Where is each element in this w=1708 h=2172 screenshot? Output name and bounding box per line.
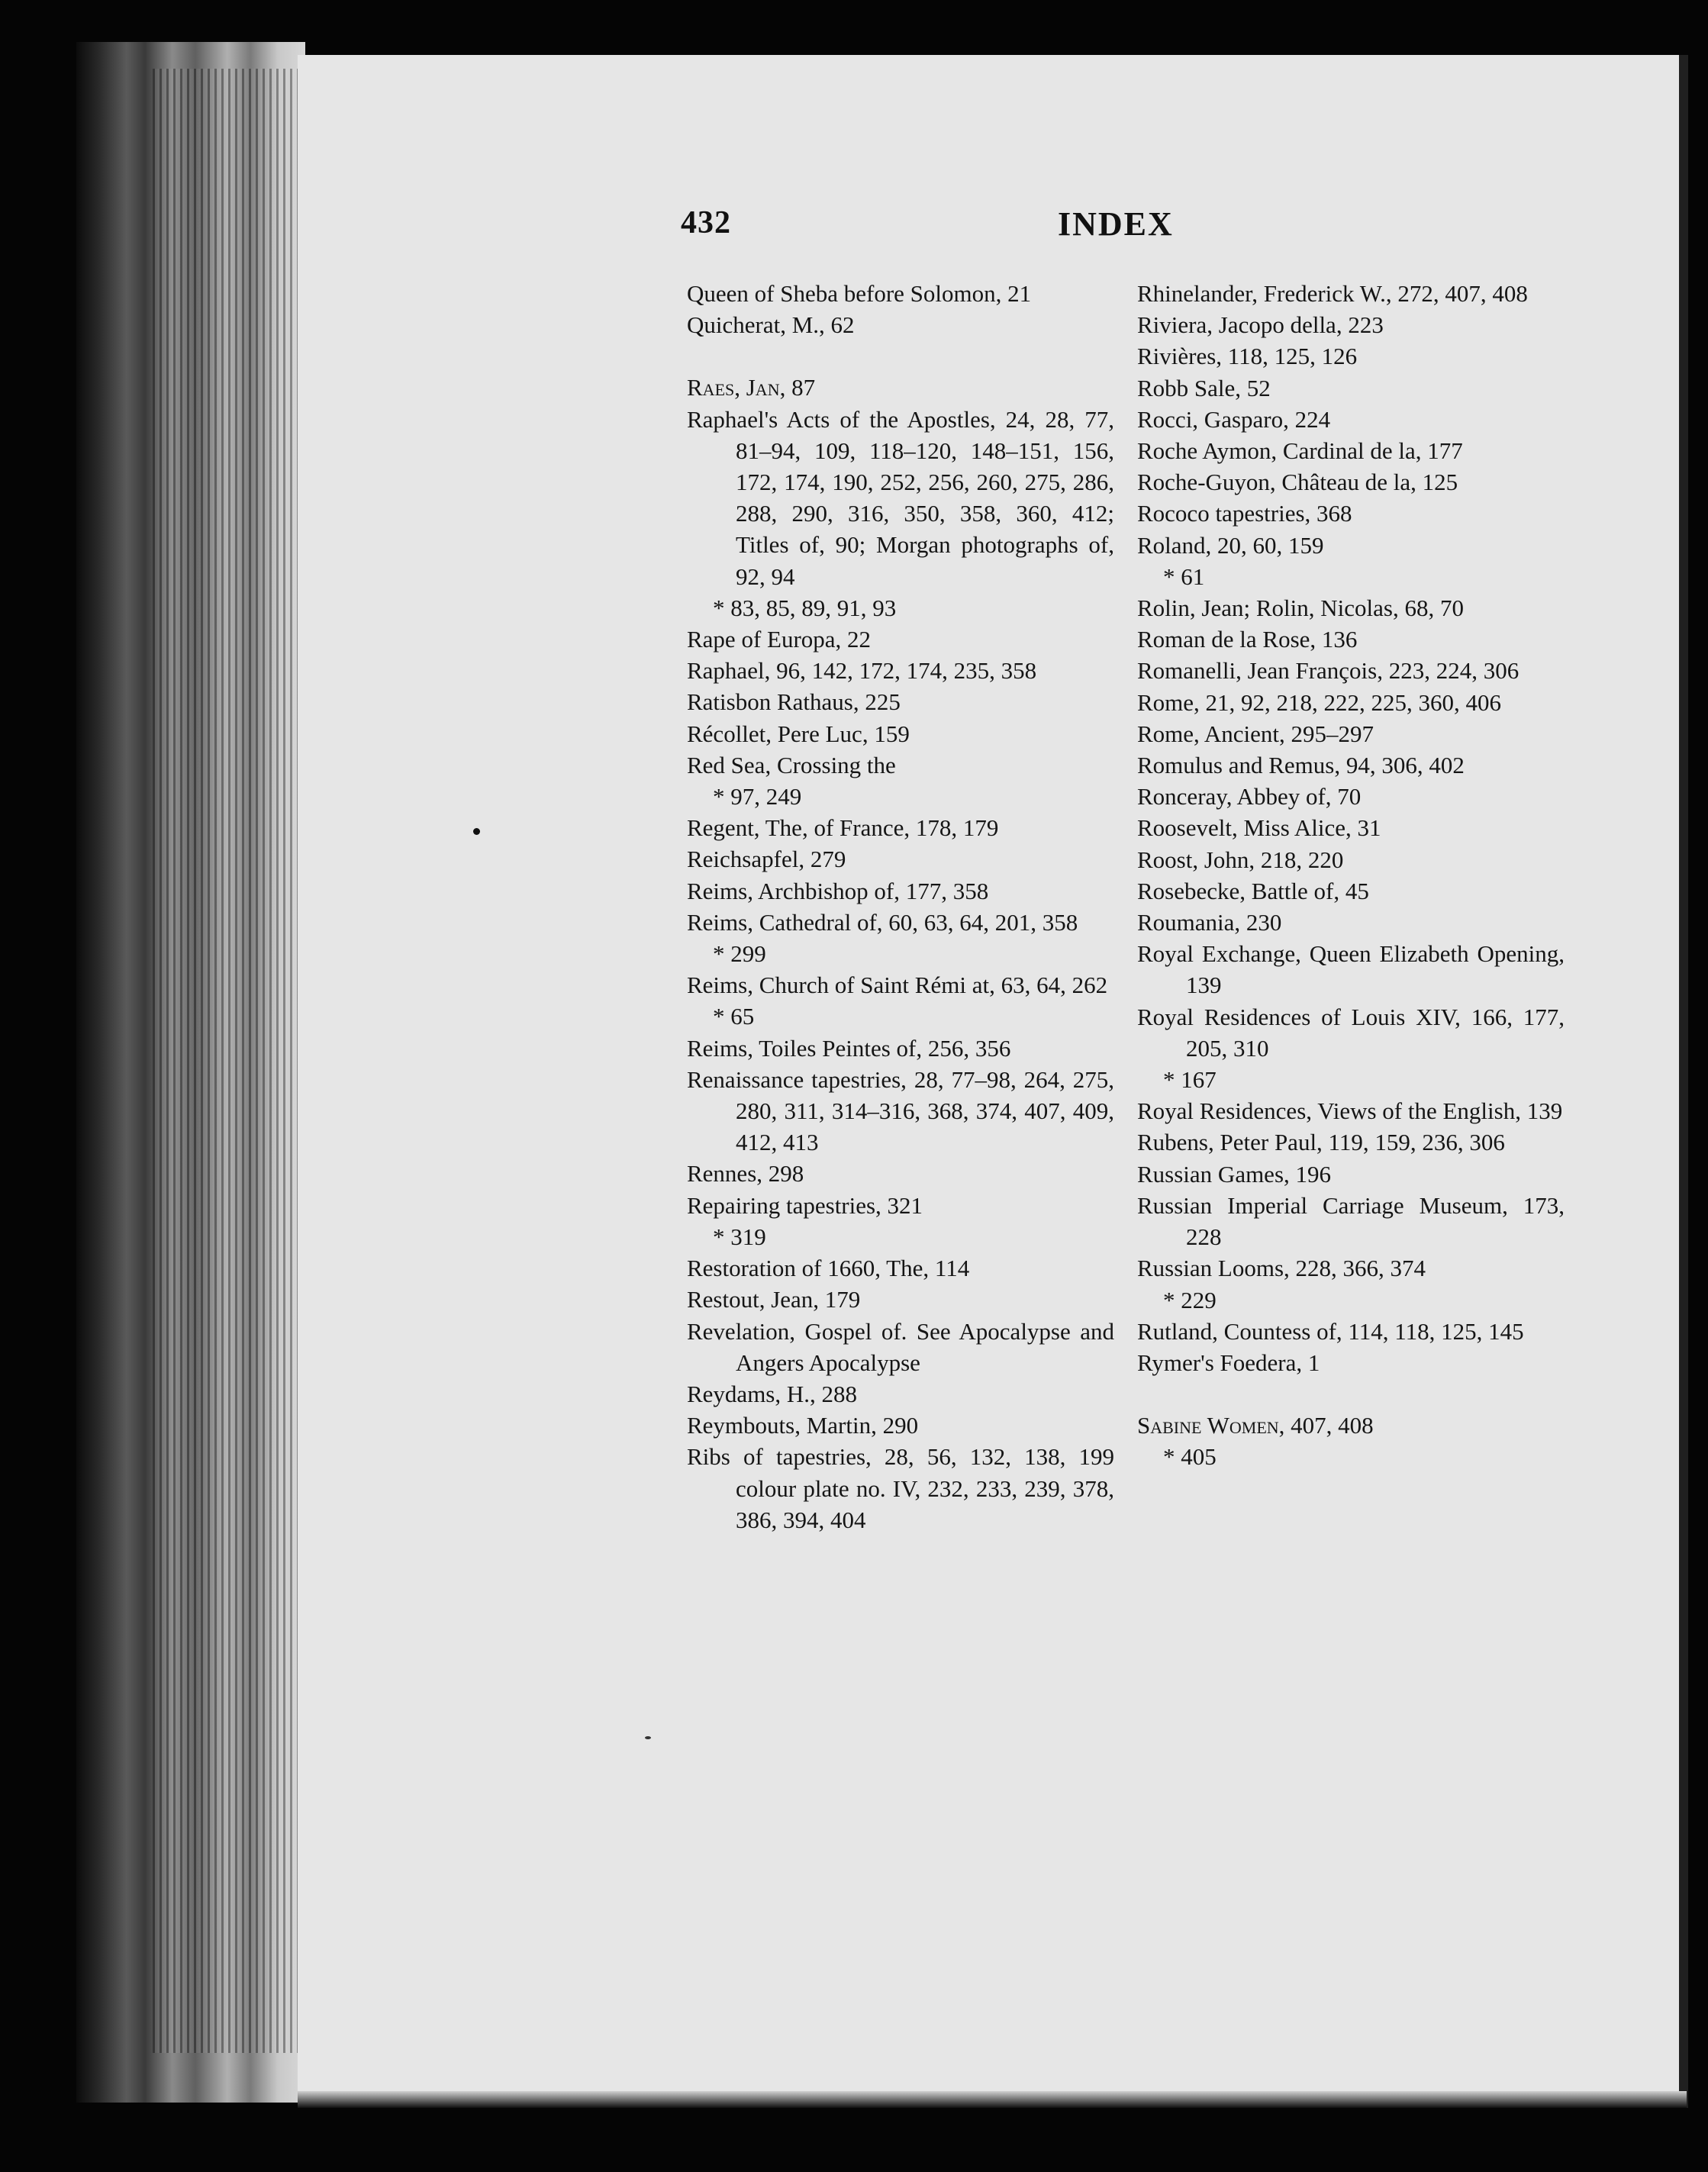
index-entry: Ronceray, Abbey of, 70 xyxy=(1137,783,1362,810)
index-column-left xyxy=(687,278,1114,1536)
index-entry: Roche Aymon, Cardinal de la, 177 xyxy=(1137,437,1463,465)
page-number: 432 xyxy=(681,205,731,240)
index-entry: Rome, 21, 92, 218, 222, 225, 360, 406 xyxy=(1137,688,1502,716)
index-illustration-ref: * 61 xyxy=(1163,562,1205,590)
index-illustration-ref: * 299 xyxy=(713,940,766,968)
index-entry: Reims, Cathedral of, 60, 63, 64, 201, 358 xyxy=(687,908,1078,936)
index-entry: Regent, The, of France, 178, 179 xyxy=(687,814,999,842)
index-entry: Roosevelt, Miss Alice, 31 xyxy=(1137,814,1381,842)
index-entry: Raphael's Acts of the Apostles, 24, 28, 77, 81–94, 109, 118–120, 148–151, 156, 172, 174, 190, 252, 256, 260, 275, 286, 288, 290, 316, 350, 358, 360, 412; Titles of, 90; Morgan photographs of, 92, 94 xyxy=(687,405,1114,590)
index-entry: Rymer's Foedera, 1 xyxy=(1137,1349,1320,1376)
index-entry: Reichsapfel, 279 xyxy=(687,846,846,873)
index-entry: Roumania, 230 xyxy=(1137,909,1282,936)
index-column-right xyxy=(1137,278,1565,1473)
index-entry: Queen of Sheba before Solomon, 21 xyxy=(687,280,1032,307)
section-gap xyxy=(687,340,1114,372)
index-entry: Rape of Europa, 22 xyxy=(687,626,872,653)
index-entry: Royal Residences of Louis XIV, 166, 177, 205, 310 xyxy=(1137,1003,1565,1062)
index-entry: Royal Exchange, Queen Elizabeth Opening, 139 xyxy=(1137,940,1565,999)
index-entry: Rococo tapestries, 368 xyxy=(1137,500,1352,527)
page-right-edge xyxy=(1679,55,1688,2108)
index-entry: Russian Looms, 228, 366, 374 xyxy=(1137,1255,1426,1282)
index-entry: Reims, Toiles Peintes of, 256, 356 xyxy=(687,1034,1011,1062)
index-illustration-ref: * 319 xyxy=(713,1223,766,1250)
index-entry: Repairing tapestries, 321 xyxy=(687,1191,923,1219)
paper-speck xyxy=(473,828,480,835)
index-entry: Roost, John, 218, 220 xyxy=(1137,846,1344,873)
index-illustration-ref: * 405 xyxy=(1163,1443,1217,1471)
index-entry: Renaissance tapestries, 28, 77–98, 264, 275, 280, 311, 314–316, 368, 374, 407, 409, 412, 413 xyxy=(687,1065,1114,1156)
index-entry: Ratisbon Rathaus, 225 xyxy=(687,688,901,716)
index-entry: Reims, Church of Saint Rémi at, 63, 64, 262 xyxy=(687,972,1108,999)
index-entry: Rubens, Peter Paul, 119, 159, 236, 306 xyxy=(1137,1129,1505,1156)
index-entry: Rolin, Jean; Rolin, Nicolas, 68, 70 xyxy=(1137,595,1464,622)
index-entry: Sabine Women, 407, 408 xyxy=(1137,1412,1374,1439)
index-entry: Riviera, Jacopo della, 223 xyxy=(1137,311,1384,339)
index-entry: Restout, Jean, 179 xyxy=(687,1286,861,1313)
running-head-title: INDEX xyxy=(1058,205,1174,243)
index-entry: Russian Games, 196 xyxy=(1137,1160,1332,1188)
index-illustration-ref: * 167 xyxy=(1163,1066,1217,1094)
index-entry: Rutland, Countess of, 114, 118, 125, 145 xyxy=(1137,1317,1524,1345)
index-entry: Robb Sale, 52 xyxy=(1137,374,1271,401)
index-entry: Rennes, 298 xyxy=(687,1160,804,1188)
index-illustration-ref: * 65 xyxy=(713,1003,755,1030)
index-entry: Rome, Ancient, 295–297 xyxy=(1137,720,1374,747)
section-gap xyxy=(1137,1378,1565,1410)
index-entry: Revelation, Gospel of. See Apocalypse and Angers Apocalypse xyxy=(687,1317,1114,1376)
index-entry: Raes, Jan, 87 xyxy=(687,374,816,401)
index-illustration-ref: * 83, 85, 89, 91, 93 xyxy=(713,594,897,621)
page-bottom-shadow xyxy=(298,2091,1687,2108)
index-entry: Reims, Archbishop of, 177, 358 xyxy=(687,877,989,904)
page-edges-texture xyxy=(153,69,298,2053)
index-entry: Reymbouts, Martin, 290 xyxy=(687,1412,919,1439)
index-entry: Restoration of 1660, The, 114 xyxy=(687,1255,970,1282)
index-illustration-ref: * 229 xyxy=(1163,1286,1217,1313)
index-entry: Romulus and Remus, 94, 306, 402 xyxy=(1137,752,1465,779)
index-illustration-ref: * 97, 249 xyxy=(713,783,802,810)
index-entry: Reydams, H., 288 xyxy=(687,1380,858,1407)
index-entry: Récollet, Pere Luc, 159 xyxy=(687,720,910,747)
index-entry: Rhinelander, Frederick W., 272, 407, 408 xyxy=(1137,280,1528,307)
index-entry: Rivières, 118, 125, 126 xyxy=(1137,343,1358,370)
index-entry: Quicherat, M., 62 xyxy=(687,311,855,339)
index-entry: Roche-Guyon, Château de la, 125 xyxy=(1137,469,1458,496)
index-entry: Roman de la Rose, 136 xyxy=(1137,626,1358,653)
index-entry: Rocci, Gasparo, 224 xyxy=(1137,405,1331,433)
paper-speck xyxy=(645,1736,651,1739)
index-entry: Romanelli, Jean François, 223, 224, 306 xyxy=(1137,657,1519,685)
index-entry: Russian Imperial Carriage Museum, 173, 228 xyxy=(1137,1191,1565,1251)
index-entry: Roland, 20, 60, 159 xyxy=(1137,531,1324,559)
index-entry: Raphael, 96, 142, 172, 174, 235, 358 xyxy=(687,657,1037,685)
index-entry: Red Sea, Crossing the xyxy=(687,751,896,778)
index-entry: Rosebecke, Battle of, 45 xyxy=(1137,877,1369,904)
index-entry: Royal Residences, Views of the English, 139 xyxy=(1137,1097,1563,1125)
index-entry: Ribs of tapestries, 28, 56, 132, 138, 199 colour plate no. IV, 232, 233, 239, 378, 386, 394, 404 xyxy=(687,1443,1114,1533)
